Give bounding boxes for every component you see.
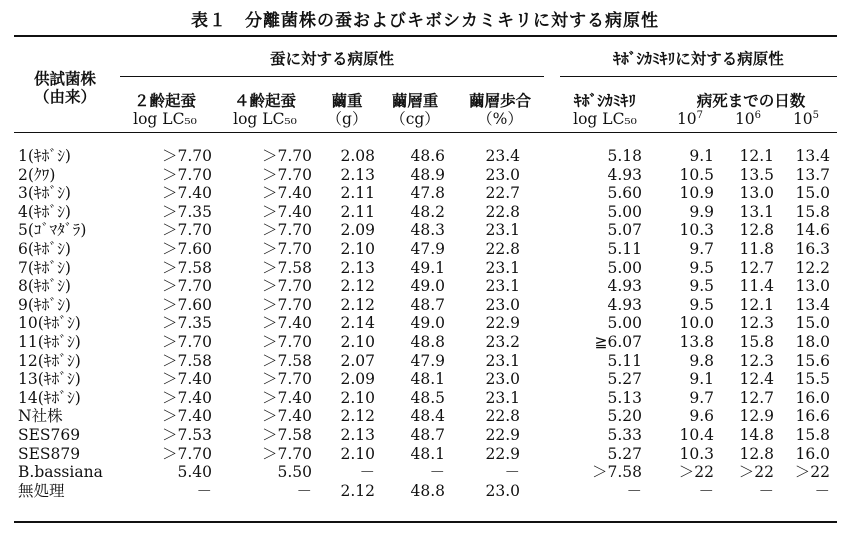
cell-shell-ratio: 23.1 (485, 388, 520, 407)
cell-lc50-2nd: ＞7.70 (161, 165, 212, 184)
cell-days-1e5: 15.5 (795, 370, 830, 389)
cell-cocoon-weight: 2.10 (340, 240, 375, 258)
cell-days-1e5: 12.2 (795, 258, 830, 277)
cell-shell-weight: 48.8 (410, 333, 445, 351)
cell-lc50-4th: 5.50 (277, 463, 312, 482)
cell-days-1e5: 13.4 (795, 147, 830, 165)
cell-days-1e5: 13.4 (795, 295, 830, 314)
cell-lc50-4th: ＞7.70 (261, 147, 312, 165)
table-number: 表１ (191, 11, 227, 31)
cell-shell-weight: 48.1 (410, 370, 445, 389)
cell-strain: SES879 (18, 444, 81, 463)
cell-beetle-lc50: 4.93 (607, 277, 642, 296)
cell-lc50-4th: ＞7.58 (261, 258, 312, 277)
cell-days-1e7: 10.0 (679, 314, 714, 333)
header-shell-ratio: 繭層歩合 （%） (468, 91, 531, 128)
cell-lc50-2nd: ＞7.35 (161, 314, 212, 333)
cell-strain: N社株 (18, 407, 63, 426)
cell-days-1e5: 14.6 (795, 221, 830, 240)
cell-lc50-4th: － (296, 481, 312, 500)
header-days-to-death: 病死までの日数 (696, 91, 806, 110)
cell-beetle-lc50: 5.07 (607, 221, 642, 240)
cell-days-1e7: 9.1 (689, 147, 714, 165)
cell-shell-weight: 48.2 (410, 202, 445, 221)
cell-lc50-2nd: ＞7.70 (161, 277, 212, 296)
cell-strain: SES769 (18, 426, 81, 444)
cell-shell-weight: 47.8 (410, 184, 445, 203)
cell-days-1e7: 9.7 (689, 388, 714, 407)
cell-cocoon-weight: 2.10 (340, 333, 375, 351)
cell-days-1e7: 13.8 (679, 333, 714, 351)
cell-cocoon-weight: 2.12 (340, 481, 375, 500)
cell-shell-weight: 48.3 (410, 221, 445, 240)
cell-days-1e7: 9.5 (689, 277, 714, 296)
cell-shell-weight: － (429, 463, 445, 482)
cell-days-1e7: 9.6 (689, 407, 714, 426)
header-beetle-lc50: ｷﾎﾞｼｶﾐｷﾘ log LC₅₀ (573, 91, 637, 128)
table-caption (0, 6, 850, 31)
cell-strain: 4(ｷﾎﾞｼ) (18, 202, 71, 221)
cell-days-1e7: 10.5 (679, 165, 714, 184)
cell-shell-ratio: 23.4 (485, 147, 520, 165)
cell-days-1e7: 9.1 (689, 370, 714, 389)
cell-shell-ratio: 22.7 (485, 184, 520, 203)
cell-days-1e5: ＞22 (794, 463, 830, 482)
cell-days-1e7: 10.3 (679, 221, 714, 240)
cell-days-1e7: 10.3 (679, 444, 714, 463)
cell-beetle-lc50: 5.11 (607, 240, 642, 258)
top-rule (14, 35, 837, 37)
cell-strain: 9(ｷﾎﾞｼ) (18, 295, 71, 314)
cell-days-1e6: 11.8 (739, 240, 774, 258)
cell-cocoon-weight: 2.07 (340, 351, 375, 370)
cell-lc50-4th: ＞7.40 (261, 388, 312, 407)
cell-lc50-2nd: ＞7.53 (161, 426, 212, 444)
cell-strain: 11(ｷﾎﾞｼ) (18, 333, 81, 351)
cell-lc50-4th: ＞7.40 (261, 314, 312, 333)
cell-days-1e6: 12.3 (739, 314, 774, 333)
cell-days-1e5: 15.0 (795, 184, 830, 203)
cell-shell-ratio: 23.1 (485, 351, 520, 370)
cell-days-1e7: 9.9 (689, 202, 714, 221)
cell-beetle-lc50: 5.00 (607, 314, 642, 333)
cell-days-1e7: 9.8 (689, 351, 714, 370)
table-title: 分離菌株の蚕およびキボシカミキリに対する病原性 (245, 11, 659, 31)
cell-days-1e6: 12.7 (739, 388, 774, 407)
header-cocoon-weight: 繭重 （g） (326, 91, 368, 128)
cell-lc50-2nd: ＞7.40 (161, 388, 212, 407)
cell-strain: 14(ｷﾎﾞｼ) (18, 388, 81, 407)
cell-beetle-lc50: ＞7.58 (591, 463, 642, 482)
cell-days-1e7: － (698, 481, 714, 500)
bottom-rule (14, 521, 837, 523)
cell-days-1e6: 14.8 (739, 426, 774, 444)
cell-shell-ratio: 22.8 (485, 407, 520, 426)
cell-shell-ratio: 23.1 (485, 221, 520, 240)
cell-days-1e6: 13.1 (739, 202, 774, 221)
cell-days-1e7: 9.7 (689, 240, 714, 258)
cell-lc50-4th: ＞7.40 (261, 407, 312, 426)
cell-lc50-2nd: 5.40 (177, 463, 212, 482)
cell-shell-ratio: 22.8 (485, 202, 520, 221)
cell-cocoon-weight: 2.13 (340, 165, 375, 184)
cell-days-1e6: 12.1 (739, 295, 774, 314)
cell-strain: 1(ｷﾎﾞｼ) (18, 147, 71, 165)
cell-shell-weight: 48.7 (410, 295, 445, 314)
header-dose-1e6: $10^6$ (734, 109, 762, 128)
cell-shell-weight: 49.0 (410, 314, 445, 333)
cell-shell-ratio: 23.0 (485, 295, 520, 314)
cell-strain: 12(ｷﾎﾞｼ) (18, 351, 81, 370)
cell-lc50-2nd: ＞7.35 (161, 202, 212, 221)
header-shell-weight: 繭層重 （cg） (390, 91, 440, 128)
cell-beetle-lc50: 5.60 (607, 184, 642, 203)
cell-beetle-lc50: 5.00 (607, 258, 642, 277)
cell-lc50-4th: ＞7.70 (261, 277, 312, 296)
cell-beetle-lc50: 4.93 (607, 295, 642, 314)
cell-days-1e5: 15.8 (795, 426, 830, 444)
cell-beetle-lc50: － (626, 481, 642, 500)
beetle-group-rule (560, 76, 837, 77)
cell-shell-weight: 47.9 (410, 351, 445, 370)
cell-shell-ratio: 23.0 (485, 481, 520, 500)
cell-cocoon-weight: 2.08 (340, 147, 375, 165)
cell-cocoon-weight: 2.13 (340, 258, 375, 277)
cell-beetle-lc50: 5.20 (607, 407, 642, 426)
cell-lc50-4th: ＞7.70 (261, 444, 312, 463)
header-strain: 供試菌株 （由来） (33, 69, 96, 106)
cell-shell-weight: 49.0 (410, 277, 445, 296)
cell-lc50-2nd: ＞7.60 (161, 240, 212, 258)
cell-lc50-2nd: ＞7.40 (161, 184, 212, 203)
cell-days-1e6: － (758, 481, 774, 500)
cell-days-1e7: 10.4 (679, 426, 714, 444)
cell-shell-weight: 48.4 (410, 407, 445, 426)
cell-strain: 2(ｸﾜ) (18, 165, 56, 184)
cell-lc50-2nd: ＞7.58 (161, 351, 212, 370)
header-dose-1e7: $10^7$ (676, 109, 704, 128)
cell-shell-ratio: 22.8 (485, 240, 520, 258)
cell-cocoon-weight: 2.11 (340, 202, 375, 221)
cell-days-1e6: ＞22 (738, 463, 774, 482)
cell-shell-weight: 48.1 (410, 444, 445, 463)
cell-days-1e5: 18.0 (795, 333, 830, 351)
cell-days-1e7: ＞22 (678, 463, 714, 482)
cell-shell-weight: 48.7 (410, 426, 445, 444)
cell-strain: 8(ｷﾎﾞｼ) (18, 277, 71, 296)
cell-lc50-2nd: ＞7.70 (161, 333, 212, 351)
cell-lc50-4th: ＞7.58 (261, 426, 312, 444)
cell-days-1e5: 15.6 (795, 351, 830, 370)
cell-cocoon-weight: 2.12 (340, 407, 375, 426)
cell-lc50-2nd: ＞7.70 (161, 147, 212, 165)
cell-lc50-4th: ＞7.58 (261, 351, 312, 370)
cell-strain: 13(ｷﾎﾞｼ) (18, 370, 81, 389)
silkworm-group-rule (120, 76, 544, 77)
cell-shell-ratio: 23.0 (485, 165, 520, 184)
cell-days-1e6: 12.8 (739, 444, 774, 463)
cell-beetle-lc50: 5.27 (607, 370, 642, 389)
header-silkworm-group: 蚕に対する病原性 (269, 49, 394, 68)
cell-cocoon-weight: 2.12 (340, 295, 375, 314)
cell-days-1e6: 13.5 (739, 165, 774, 184)
cell-days-1e6: 12.1 (739, 147, 774, 165)
cell-shell-ratio: － (504, 463, 520, 482)
cell-lc50-2nd: ＞7.70 (161, 221, 212, 240)
cell-cocoon-weight: 2.11 (340, 184, 375, 203)
cell-strain: 5(ｺﾞﾏﾀﾞﾗ) (18, 221, 87, 240)
cell-beetle-lc50: 5.13 (607, 388, 642, 407)
cell-lc50-4th: ＞7.40 (261, 184, 312, 203)
cell-days-1e5: 15.0 (795, 314, 830, 333)
cell-beetle-lc50: ≧6.07 (594, 333, 642, 351)
cell-lc50-2nd: ＞7.40 (161, 407, 212, 426)
cell-lc50-4th: ＞7.70 (261, 333, 312, 351)
cell-strain: 7(ｷﾎﾞｼ) (18, 258, 71, 277)
cell-strain: 10(ｷﾎﾞｼ) (18, 314, 81, 333)
cell-days-1e5: － (814, 481, 830, 500)
cell-cocoon-weight: 2.10 (340, 388, 375, 407)
cell-days-1e5: 16.6 (795, 407, 830, 426)
cell-lc50-4th: ＞7.70 (261, 165, 312, 184)
cell-cocoon-weight: 2.10 (340, 444, 375, 463)
cell-lc50-4th: ＞7.70 (261, 295, 312, 314)
cell-lc50-4th: ＞7.70 (261, 240, 312, 258)
cell-shell-ratio: 23.0 (485, 370, 520, 389)
cell-strain: 3(ｷﾎﾞｼ) (18, 184, 71, 203)
cell-shell-ratio: 23.2 (485, 333, 520, 351)
cell-shell-weight: 48.6 (410, 147, 445, 165)
cell-days-1e5: 16.0 (795, 388, 830, 407)
cell-lc50-4th: ＞7.70 (261, 221, 312, 240)
cell-days-1e6: 12.9 (739, 407, 774, 426)
cell-days-1e6: 15.8 (739, 333, 774, 351)
cell-lc50-4th: ＞7.40 (261, 202, 312, 221)
cell-lc50-2nd: － (196, 481, 212, 500)
cell-strain: 無処理 (18, 481, 65, 500)
cell-shell-weight: 47.9 (410, 240, 445, 258)
cell-shell-weight: 48.9 (410, 165, 445, 184)
cell-shell-weight: 48.5 (410, 388, 445, 407)
cell-days-1e7: 9.5 (689, 295, 714, 314)
cell-beetle-lc50: 5.27 (607, 444, 642, 463)
cell-days-1e6: 12.8 (739, 221, 774, 240)
cell-days-1e5: 15.8 (795, 202, 830, 221)
cell-days-1e7: 10.9 (679, 184, 714, 203)
cell-lc50-2nd: ＞7.60 (161, 295, 212, 314)
cell-beetle-lc50: 4.93 (607, 165, 642, 184)
cell-shell-ratio: 22.9 (485, 314, 520, 333)
cell-days-1e6: 13.0 (739, 184, 774, 203)
cell-days-1e5: 16.3 (795, 240, 830, 258)
cell-days-1e6: 12.4 (739, 370, 774, 389)
cell-cocoon-weight: 2.09 (340, 221, 375, 240)
cell-cocoon-weight: － (359, 463, 375, 482)
cell-days-1e5: 13.0 (795, 277, 830, 296)
cell-strain: B.bassiana (18, 463, 103, 482)
cell-lc50-2nd: ＞7.58 (161, 258, 212, 277)
cell-strain: 6(ｷﾎﾞｼ) (18, 240, 71, 258)
header-lc50-2nd-instar: ２齢起蚕 log LC₅₀ (133, 91, 197, 128)
cell-days-1e6: 11.4 (739, 277, 774, 296)
cell-cocoon-weight: 2.09 (340, 370, 375, 389)
cell-shell-ratio: 22.9 (485, 426, 520, 444)
cell-days-1e5: 16.0 (795, 444, 830, 463)
cell-lc50-4th: ＞7.70 (261, 370, 312, 389)
cell-cocoon-weight: 2.12 (340, 277, 375, 296)
header-bottom-rule (14, 132, 837, 133)
cell-lc50-2nd: ＞7.40 (161, 370, 212, 389)
cell-cocoon-weight: 2.13 (340, 426, 375, 444)
header-lc50-4th-instar: ４齢起蚕 log LC₅₀ (233, 91, 297, 128)
cell-days-1e6: 12.7 (739, 258, 774, 277)
cell-beetle-lc50: 5.00 (607, 202, 642, 221)
cell-shell-ratio: 23.1 (485, 277, 520, 296)
cell-lc50-2nd: ＞7.70 (161, 444, 212, 463)
cell-shell-ratio: 23.1 (485, 258, 520, 277)
cell-shell-ratio: 22.9 (485, 444, 520, 463)
cell-beetle-lc50: 5.33 (607, 426, 642, 444)
cell-shell-weight: 48.8 (410, 481, 445, 500)
cell-cocoon-weight: 2.14 (340, 314, 375, 333)
cell-beetle-lc50: 5.18 (607, 147, 642, 165)
cell-shell-weight: 49.1 (410, 258, 445, 277)
header-dose-1e5: $10^5$ (792, 109, 820, 128)
header-beetle-group: ｷﾎﾞｼｶﾐｷﾘに対する病原性 (613, 49, 784, 68)
cell-days-1e6: 12.3 (739, 351, 774, 370)
cell-days-1e5: 13.7 (795, 165, 830, 184)
cell-beetle-lc50: 5.11 (607, 351, 642, 370)
cell-days-1e7: 9.5 (689, 258, 714, 277)
